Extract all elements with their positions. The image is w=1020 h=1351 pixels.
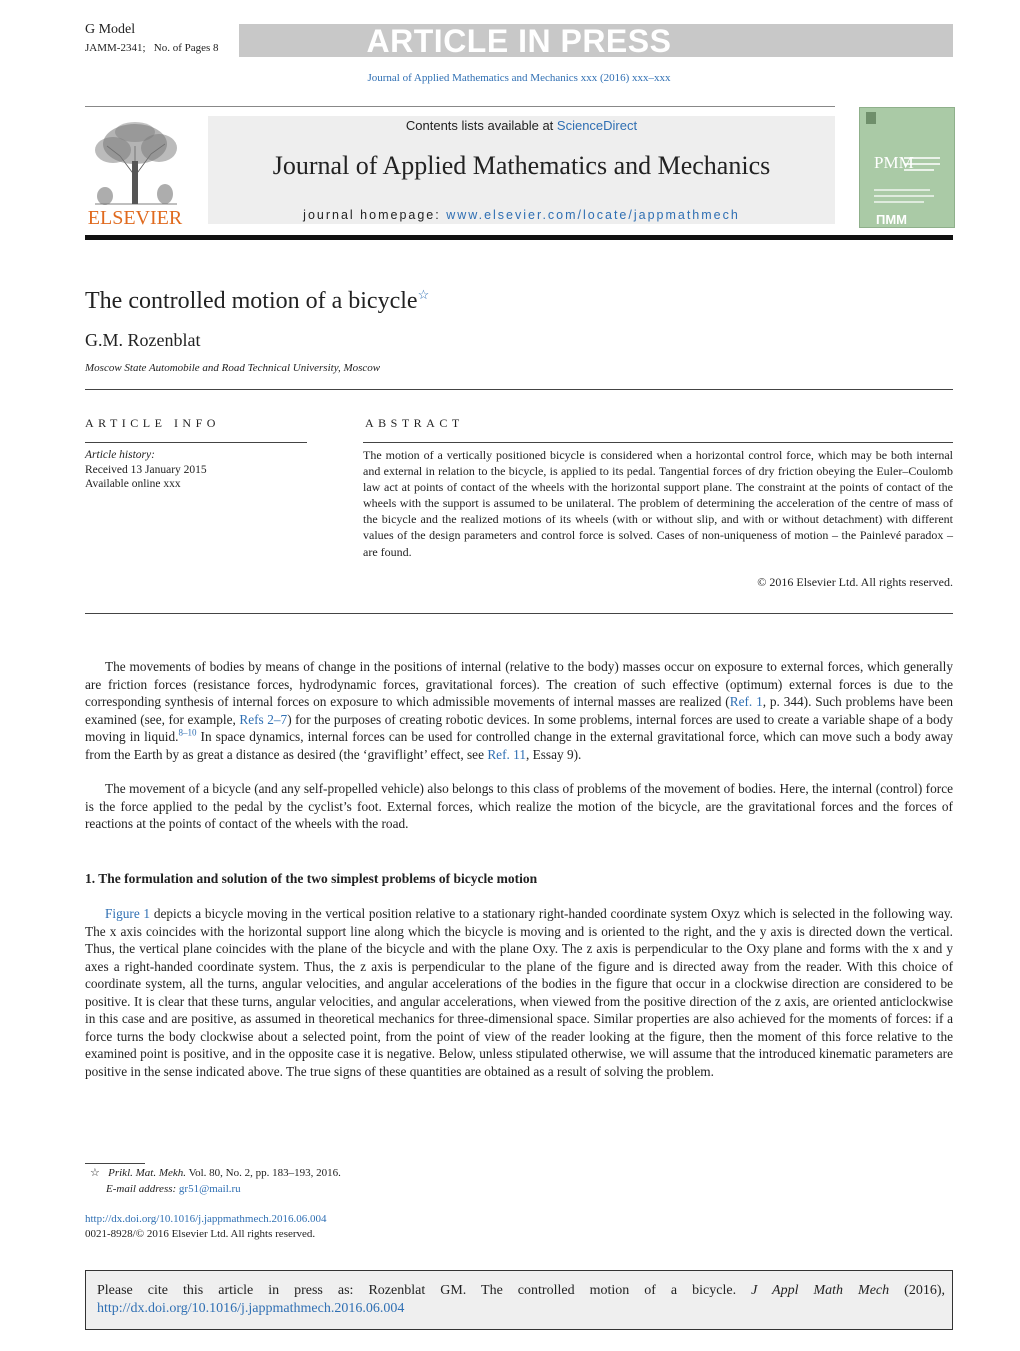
article-title-text: The controlled motion of a bicycle (85, 288, 418, 314)
p1-text-c: ) for the purposes of creating robotic devices. In some problems, internal forces are used to create a variable shape of a body moving in liquid. (85, 711, 953, 744)
refs-8-10-link[interactable]: 8–10 (178, 727, 197, 738)
article-info-heading: ARTICLE INFO (85, 416, 220, 430)
p3-text: depicts a bicycle moving in the vertical position relative to a stationary right-handed coordinate system Oxyz which is selected in the following way. The x axis coincides with the horizontal support line along which the bicycle is moving and is oriented to the right, and the y axis is directed down the vertical. Thus, the vertical plane coincides with the plane of the bicycle and with the plane Oxy. The z axis is perpendicular to the Oxy plane and forms with the x and y axes a right-handed coordinate system. Thus, the z axis is perpendicular to the plane of the figure and is directed away from the reader. With this choice of coordinate system, all the turns, angular velocities, and angular accelerations of the bodies in the figure that occur in a clockwise direction are considered to be positive. It is clear that these turns, angular velocities, and angular accelerations, when viewed from the positive direction of the z axis, are oriented anticlockwise in this case and are positive, as assumed in theoretical mechanics for three-dimensional space. Similar properties are also achieved for the moments of forces: if a force turns the body clockwise about a selected point, from the point of view of the reader looking at the figure, then the moment of this force relative to the examined point is positive, and in the opposite case it is negative. Below, unless stipulated otherwise, we will assume that the introduced kinematic parameters are positive in the sense indicated above. The true signs of these quantities are obtained as a result of solving the problem. (85, 906, 953, 1079)
online-date: Available online xxx (85, 478, 181, 490)
p1-text-d: In space dynamics, internal forces can be used for controlled change in the external gravitational force, which can move such a body away from the Earth by as great a distance as desired (the ‘graviflight’ effect, see (85, 729, 954, 762)
publisher-name: ELSEVIER (87, 207, 183, 226)
p1-text-a: The movements of bodies by means of change in the positions of internal (relative to the body) masses occur on exposure to external forces, which generally are friction forces (resistance forces, hydrodynamic forces, gravitational forces). The creation of such effective (optimum) external forces is due to the corresponding synthesis of internal forces on exposure to which admissible movements of internal masses are realized ( (85, 659, 953, 709)
refs-2-7-link[interactable]: Refs 2–7 (239, 711, 288, 727)
cover-label: PMM (874, 153, 914, 172)
article-history (85, 448, 207, 492)
footnote-email (106, 1182, 241, 1197)
footnote-journal: Prikl. Mat. Mekh. (108, 1167, 187, 1179)
history-label: Article history: (85, 449, 155, 461)
sciencedirect-link[interactable]: ScienceDirect (556, 118, 638, 133)
journal-title: Journal of Applied Mathematics and Mechanics (272, 151, 771, 180)
homepage-prefix: journal homepage: (303, 208, 447, 222)
abstract-text: The motion of a vertically positioned bicycle is considered when a horizontal control force, which may be both internal and external in relation to the bicycle, is applied to its pedal. Tangential forces of dry friction obeying the Euler–Coulomb law act at points of contact of the wheels with the horizontal support plane. The constraint at the points of contact of the wheels with the support is assumed to be unilateral. The problem of determining the acceleration of the centre of mass of the bicycle and the realized motions of its wheels (with or without slip, and with or without detachment) with different values of the design parameters and control force is solved. Cases of non-uniqueness of motion – the Painlevé paradox – are found. (363, 448, 953, 559)
footnote-citation: Vol. 80, No. 2, pp. 183–193, 2016. (186, 1167, 341, 1179)
g-model-label: G Model (85, 22, 136, 37)
masthead-bottom-rule (85, 235, 953, 240)
homepage-link[interactable]: www.elsevier.com/locate/jappmathmech (446, 208, 740, 222)
body-paragraph-1 (85, 658, 953, 763)
p1-text-b: , p. 344). Such problems have been examined (see, for example, (85, 694, 954, 727)
citation-journal: J Appl Math Mech (751, 1283, 890, 1298)
p1-text-e: , Essay 9). (525, 746, 582, 762)
contents-line (208, 117, 835, 134)
figure-1-link[interactable]: Figure 1 (105, 906, 151, 921)
elsevier-logo (85, 116, 185, 226)
body-paragraph-2: The movement of a bicycle (and any self-propelled vehicle) also belongs to this class of problems of the movement of bodies. Here, the internal (control) force is the force applied to the pedal by the cyclist’s foot. External forces, which realize the motion of the bicycle, are the gravitational forces and the forces of reactions at the points of contact of the wheels with the road. (85, 781, 953, 831)
citation-year: (2016), (889, 1283, 945, 1298)
body-paragraph-3 (85, 905, 953, 1080)
ref-1-link[interactable]: Ref. 1 (729, 694, 763, 709)
elsevier-tree-icon (85, 116, 185, 226)
ref-11-link[interactable]: Ref. 11 (487, 746, 526, 762)
citation-prefix: Please cite this article in press as: Rozenblat GM. The controlled motion of a bicycle. (97, 1283, 752, 1298)
issn-copyright: 0021-8928/© 2016 Elsevier Ltd. All rights reserved. (85, 1228, 316, 1240)
cover-bottom-label: ПММ (876, 212, 908, 227)
masthead-top-rule (85, 106, 835, 107)
manuscript-id (85, 42, 219, 55)
footnote-mark: ☆ (90, 1167, 100, 1179)
article-in-press-banner: ARTICLE IN PRESS (366, 23, 672, 59)
journal-cover-image (860, 108, 954, 227)
email-link[interactable]: gr51@mail.ru (178, 1183, 241, 1195)
footnote-rule (85, 1163, 145, 1164)
footnote-1 (90, 1166, 341, 1181)
section-heading: 1. The formulation and solution of the two simplest problems of bicycle motion (85, 871, 538, 886)
page-count: No. of Pages 8 (153, 42, 219, 54)
article-title (85, 286, 429, 316)
abstract-bottom-rule (85, 613, 953, 614)
received-date: Received 13 January 2015 (85, 463, 207, 476)
abstract-copyright: © 2016 Elsevier Ltd. All rights reserved. (757, 575, 953, 589)
contents-prefix: Contents lists available at (405, 118, 557, 133)
doi-link[interactable]: http://dx.doi.org/10.1016/j.jappmathmech.2016.06.004 (85, 1213, 327, 1225)
abstract-heading: ABSTRACT (365, 416, 464, 430)
email-label: E-mail address: (106, 1183, 179, 1195)
citation-text (97, 1282, 945, 1318)
title-footnote-mark[interactable]: ☆ (417, 287, 430, 302)
title-rule (85, 389, 953, 390)
abstract-rule (363, 442, 953, 443)
author-affiliation: Moscow State Automobile and Road Technical University, Moscow (85, 362, 381, 374)
author-name: G.M. Rozenblat (85, 330, 201, 350)
citation-doi-link[interactable]: http://dx.doi.org/10.1016/j.jappmathmech.2016.06.004 (97, 1301, 405, 1316)
article-info-rule (85, 442, 307, 443)
journal-citation-line[interactable]: Journal of Applied Mathematics and Mechanics xxx (2016) xxx–xxx (367, 72, 671, 84)
journal-homepage-line (208, 207, 835, 223)
jamm-code: JAMM-2341; (85, 42, 146, 54)
journal-cover (859, 107, 955, 228)
